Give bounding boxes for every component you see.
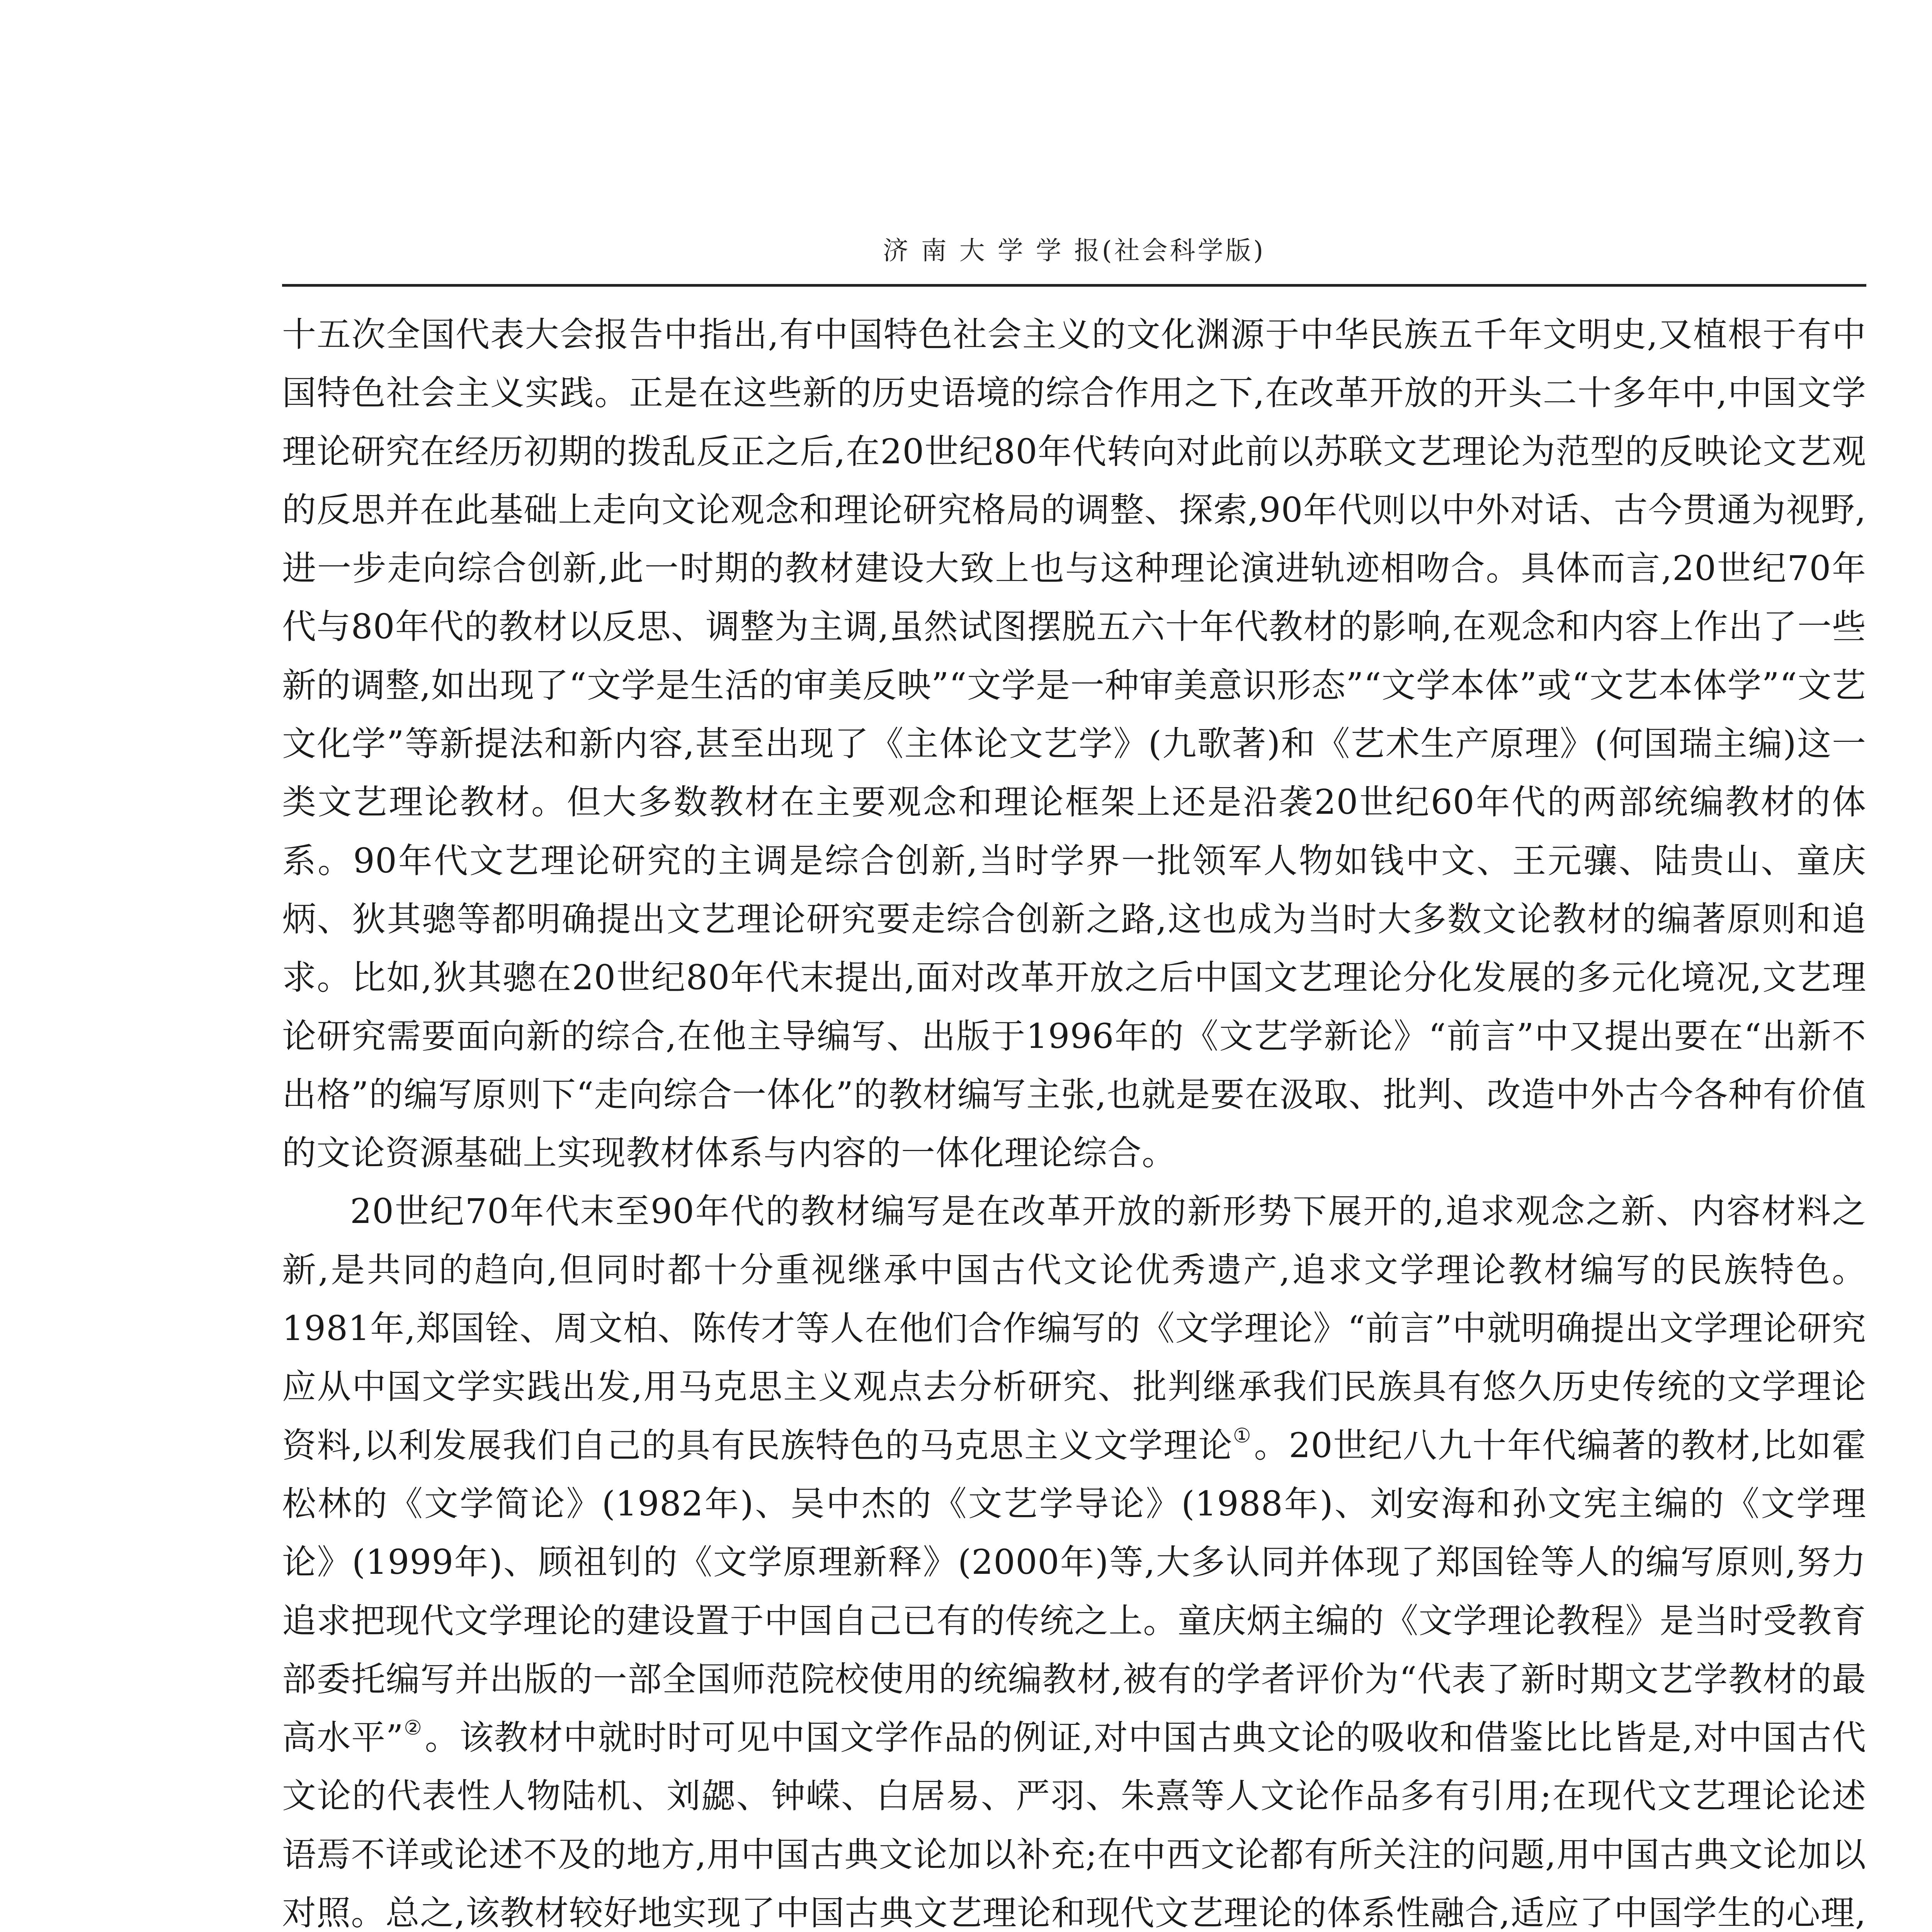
footnote-ref-2[interactable]: ② — [403, 1716, 423, 1740]
paragraph-2-part-b: 。20世纪八九十年代编著的教材,比如霍松林的《文学简论》(1982年)、吴中杰的《文艺学导论》(1988年)、刘安海和孙文宪主编的《文学理论》(1999年)、顾祖钊的《文学原理新释》(2000年)等,大多认同并体现了郑国铨等人的编写原则,努力追求把现代文学理论的建设置于中国自己已有的传统之上。童庆炳主编的《文学理论教程》是当时受教育部委托编写并出版的一部全国师范院校使用的统编教材,被有的学者评价为“代表了新时期文艺学教材的最高水平” — [282, 1425, 1866, 1758]
article-body — [282, 305, 1866, 1932]
paragraph-2-part-a: 20世纪70年代末至90年代的教材编写是在改革开放的新形势下展开的,追求观念之新、内容材料之新,是共同的趋向,但同时都十分重视继承中国古代文论优秀遗产,追求文学理论教材编写的民族特色。1981年,郑国铨、周文柏、陈传才等人在他们合作编写的《文学理论》“前言”中就明确提出文学理论研究应从中国文学实践出发,用马克思主义观点去分析研究、批判继承我们民族具有悠久历史传统的文学理论资料,以利发展我们自己的具有民族特色的马克思主义文学理论 — [282, 1191, 1866, 1465]
paragraph-2 — [282, 1182, 1866, 1932]
header-rule — [282, 284, 1866, 287]
running-header: 济 南 大 学 学 报(社会科学版) — [883, 236, 1266, 265]
paragraph-2-part-c: 。该教材中就时时可见中国文学作品的例证,对中国古典文论的吸收和借鉴比比皆是,对中国古代文论的代表性人物陆机、刘勰、钟嵘、白居易、严羽、朱熹等人文论作品多有引用;在现代文艺理论论述语焉不详或论述不及的地方,用中国古典文论加以补充;在中西文论都有所关注的问题,用中国古典文论加以对照。总之,该教材较好地实现了中国古典文艺理论和现代文艺理论的体系性融合,适应了中国学生的心理, — [282, 1718, 1866, 1932]
paragraph-1: 十五次全国代表大会报告中指出,有中国特色社会主义的文化渊源于中华民族五千年文明史,又植根于有中国特色社会主义实践。正是在这些新的历史语境的综合作用之下,在改革开放的开头二十多年中,中国文学理论研究在经历初期的拨乱反正之后,在20世纪80年代转向对此前以苏联文艺理论为范型的反映论文艺观的反思并在此基础上走向文论观念和理论研究格局的调整、探索,90年代则以中外对话、古今贯通为视野,进一步走向综合创新,此一时期的教材建设大致上也与这种理论演进轨迹相吻合。具体而言,20世纪70年代与80年代的教材以反思、调整为主调,虽然试图摆脱五六十年代教材的影响,在观念和内容上作出了一些新的调整,如出现了“文学是生活的审美反映”“文学是一种审美意识形态”“文学本体”或“文艺本体学”“文艺文化学”等新提法和新内容,甚至出现了《主体论文艺学》(九歌著)和《艺术生产原理》(何国瑞主编)这一类文艺理论教材。但大多数教材在主要观念和理论框架上还是沿袭20世纪60年代的两部统编教材的体系。90年代文艺理论研究的主调是综合创新,当时学界一批领军人物如钱中文、王元骧、陆贵山、童庆炳、狄其骢等都明确提出文艺理论研究要走综合创新之路,这也成为当时大多数文论教材的编著原则和追求。比如,狄其骢在20世纪80年代末提出,面对改革开放之后中国文艺理论分化发展的多元化境况,文艺理论研究需要面向新的综合,在他主导编写、出版于1996年的《文艺学新论》“前言”中又提出要在“出新不出格”的编写原则下“走向综合一体化”的教材编写主张,也就是要在汲取、批判、改造中外古今各种有价值的文论资源基础上实现教材体系与内容的一体化理论综合。 — [282, 315, 1866, 1173]
footnote-ref-1[interactable]: ① — [1233, 1424, 1252, 1447]
